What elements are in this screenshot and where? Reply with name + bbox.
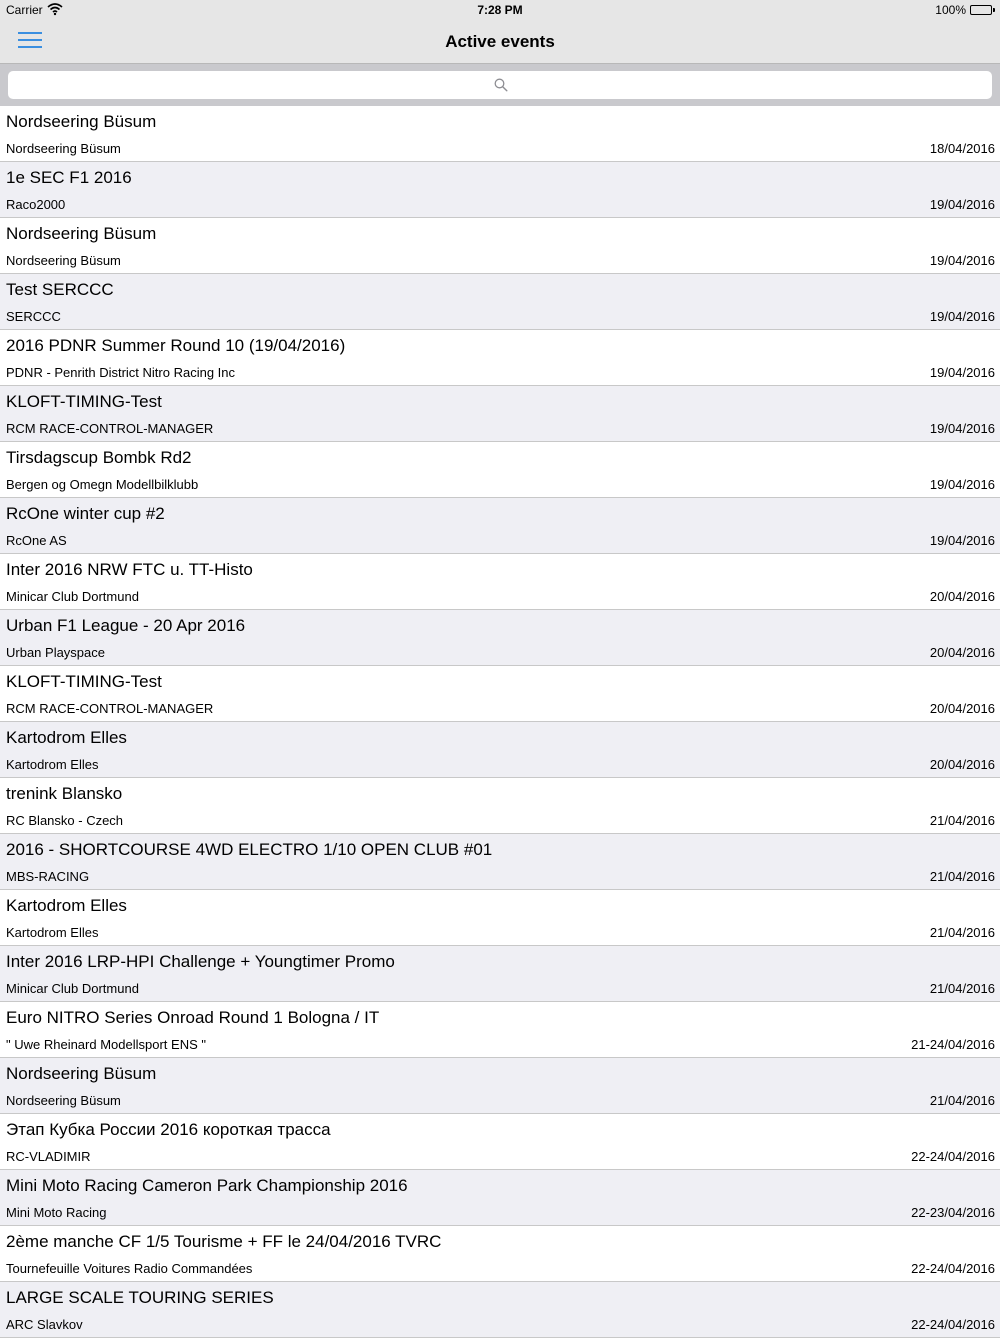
search-bar	[0, 64, 1000, 106]
list-item[interactable]	[0, 1226, 1000, 1282]
battery-percent: 100%	[935, 3, 966, 17]
event-organizer: RcOne AS	[6, 533, 67, 548]
event-name: LARGE SCALE TOURING SERIES	[6, 1288, 274, 1307]
event-date: 20/04/2016	[929, 757, 995, 772]
event-organizer: Nordseering Büsum	[6, 141, 121, 156]
event-name: 1e SEC F1 2016	[6, 168, 132, 187]
event-organizer: Nordseering Büsum	[6, 253, 121, 268]
list-item[interactable]	[0, 666, 1000, 722]
list-item[interactable]	[0, 1058, 1000, 1114]
event-name: KLOFT-TIMING-Test	[6, 392, 162, 411]
event-date: 19/04/2016	[929, 477, 995, 492]
event-date: 19/04/2016	[929, 309, 995, 324]
event-organizer: MBS-RACING	[6, 869, 90, 884]
event-organizer: Minicar Club Dortmund	[6, 589, 139, 604]
list-item[interactable]	[0, 218, 1000, 274]
event-organizer: RC-VLADIMIR	[6, 1149, 91, 1164]
event-date: 20/04/2016	[929, 589, 995, 604]
event-date: 21-24/04/2016	[911, 1037, 995, 1052]
event-name: Euro NITRO Series Onroad Round 1 Bologna / IT	[6, 1008, 380, 1027]
event-organizer: RCM RACE-CONTROL-MANAGER	[6, 421, 214, 436]
event-organizer: SERCCC	[6, 309, 61, 324]
event-name: Nordseering Büsum	[6, 1064, 157, 1083]
carrier-label: Carrier	[6, 3, 43, 17]
event-name: trenink Blansko	[6, 784, 123, 803]
clock: 7:28 PM	[477, 3, 523, 17]
event-organizer: Urban Playspace	[6, 645, 105, 660]
list-item[interactable]	[0, 274, 1000, 330]
navigation-bar	[0, 20, 1000, 64]
event-organizer: ARC Slavkov	[6, 1317, 83, 1332]
list-item[interactable]	[0, 946, 1000, 1002]
event-name: Kartodrom Elles	[6, 896, 127, 915]
event-date: 19/04/2016	[929, 253, 995, 268]
event-date: 19/04/2016	[929, 421, 995, 436]
event-date: 18/04/2016	[929, 141, 995, 156]
event-name: Urban F1 League - 20 Apr 2016	[6, 616, 246, 635]
list-item[interactable]	[0, 330, 1000, 386]
event-date: 21/04/2016	[929, 869, 995, 884]
event-name: 2016 PDNR Summer Round 10 (19/04/2016)	[6, 336, 346, 355]
event-organizer: Minicar Club Dortmund	[6, 981, 139, 996]
list-item[interactable]	[0, 498, 1000, 554]
event-organizer: Tournefeuille Voitures Radio Commandées	[6, 1261, 253, 1276]
list-item[interactable]	[0, 722, 1000, 778]
event-date: 19/04/2016	[929, 533, 995, 548]
event-name: Mini Moto Racing Cameron Park Championship 2016	[6, 1176, 408, 1195]
event-list	[0, 106, 1000, 1338]
event-date: 22-24/04/2016	[911, 1149, 995, 1164]
list-item[interactable]	[0, 1170, 1000, 1226]
search-icon	[494, 78, 508, 92]
event-name: RcOne winter cup #2	[6, 504, 165, 523]
event-date: 20/04/2016	[929, 701, 995, 716]
list-item[interactable]	[0, 890, 1000, 946]
event-date: 19/04/2016	[929, 365, 995, 380]
event-name: Inter 2016 LRP-HPI Challenge + Youngtimer Promo	[6, 952, 395, 971]
list-item[interactable]	[0, 834, 1000, 890]
list-item[interactable]	[0, 554, 1000, 610]
list-item[interactable]	[0, 1282, 1000, 1338]
list-item[interactable]	[0, 162, 1000, 218]
event-date: 19/04/2016	[929, 197, 995, 212]
list-item[interactable]	[0, 442, 1000, 498]
event-date: 21/04/2016	[929, 813, 995, 828]
event-date: 22-24/04/2016	[911, 1261, 995, 1276]
event-organizer: Nordseering Büsum	[6, 1093, 121, 1108]
page-title: Active events	[445, 32, 555, 51]
list-item[interactable]	[0, 386, 1000, 442]
event-date: 20/04/2016	[929, 645, 995, 660]
event-name: Nordseering Büsum	[6, 112, 157, 131]
event-organizer: Bergen og Omegn Modellbilklubb	[6, 477, 199, 492]
event-name: Этап Кубка России 2016 короткая трасса	[6, 1120, 331, 1139]
battery-icon	[970, 5, 992, 15]
event-date: 22-24/04/2016	[911, 1317, 995, 1332]
event-name: 2ème manche CF 1/5 Tourisme + FF le 24/04/2016 TVRC	[6, 1232, 442, 1251]
event-name: Kartodrom Elles	[6, 728, 127, 747]
event-name: KLOFT-TIMING-Test	[6, 672, 162, 691]
list-item[interactable]	[0, 610, 1000, 666]
event-name: Test SERCCC	[6, 280, 114, 299]
list-item[interactable]	[0, 778, 1000, 834]
event-organizer: PDNR - Penrith District Nitro Racing Inc	[6, 365, 235, 380]
event-organizer: Kartodrom Elles	[6, 757, 99, 772]
event-name: 2016 - SHORTCOURSE 4WD ELECTRO 1/10 OPEN CLUB #01	[6, 840, 493, 859]
event-name: Tirsdagscup Bombk Rd2	[6, 448, 192, 467]
event-organizer: Kartodrom Elles	[6, 925, 99, 940]
event-name: Inter 2016 NRW FTC u. TT-Histo	[6, 560, 253, 579]
event-name: Nordseering Büsum	[6, 224, 157, 243]
list-item[interactable]	[0, 106, 1000, 162]
event-organizer: Mini Moto Racing	[6, 1205, 107, 1220]
event-date: 21/04/2016	[929, 981, 995, 996]
event-date: 21/04/2016	[929, 925, 995, 940]
event-organizer: RC Blansko - Czech	[6, 813, 124, 828]
event-organizer: " Uwe Rheinard Modellsport ENS "	[6, 1037, 206, 1052]
event-organizer: RCM RACE-CONTROL-MANAGER	[6, 701, 214, 716]
list-item[interactable]	[0, 1002, 1000, 1058]
status-bar	[0, 0, 1000, 20]
event-date: 21/04/2016	[929, 1093, 995, 1108]
search-field	[8, 71, 992, 99]
event-date: 22-23/04/2016	[911, 1205, 995, 1220]
event-organizer: Raco2000	[6, 197, 66, 212]
list-item[interactable]	[0, 1114, 1000, 1170]
